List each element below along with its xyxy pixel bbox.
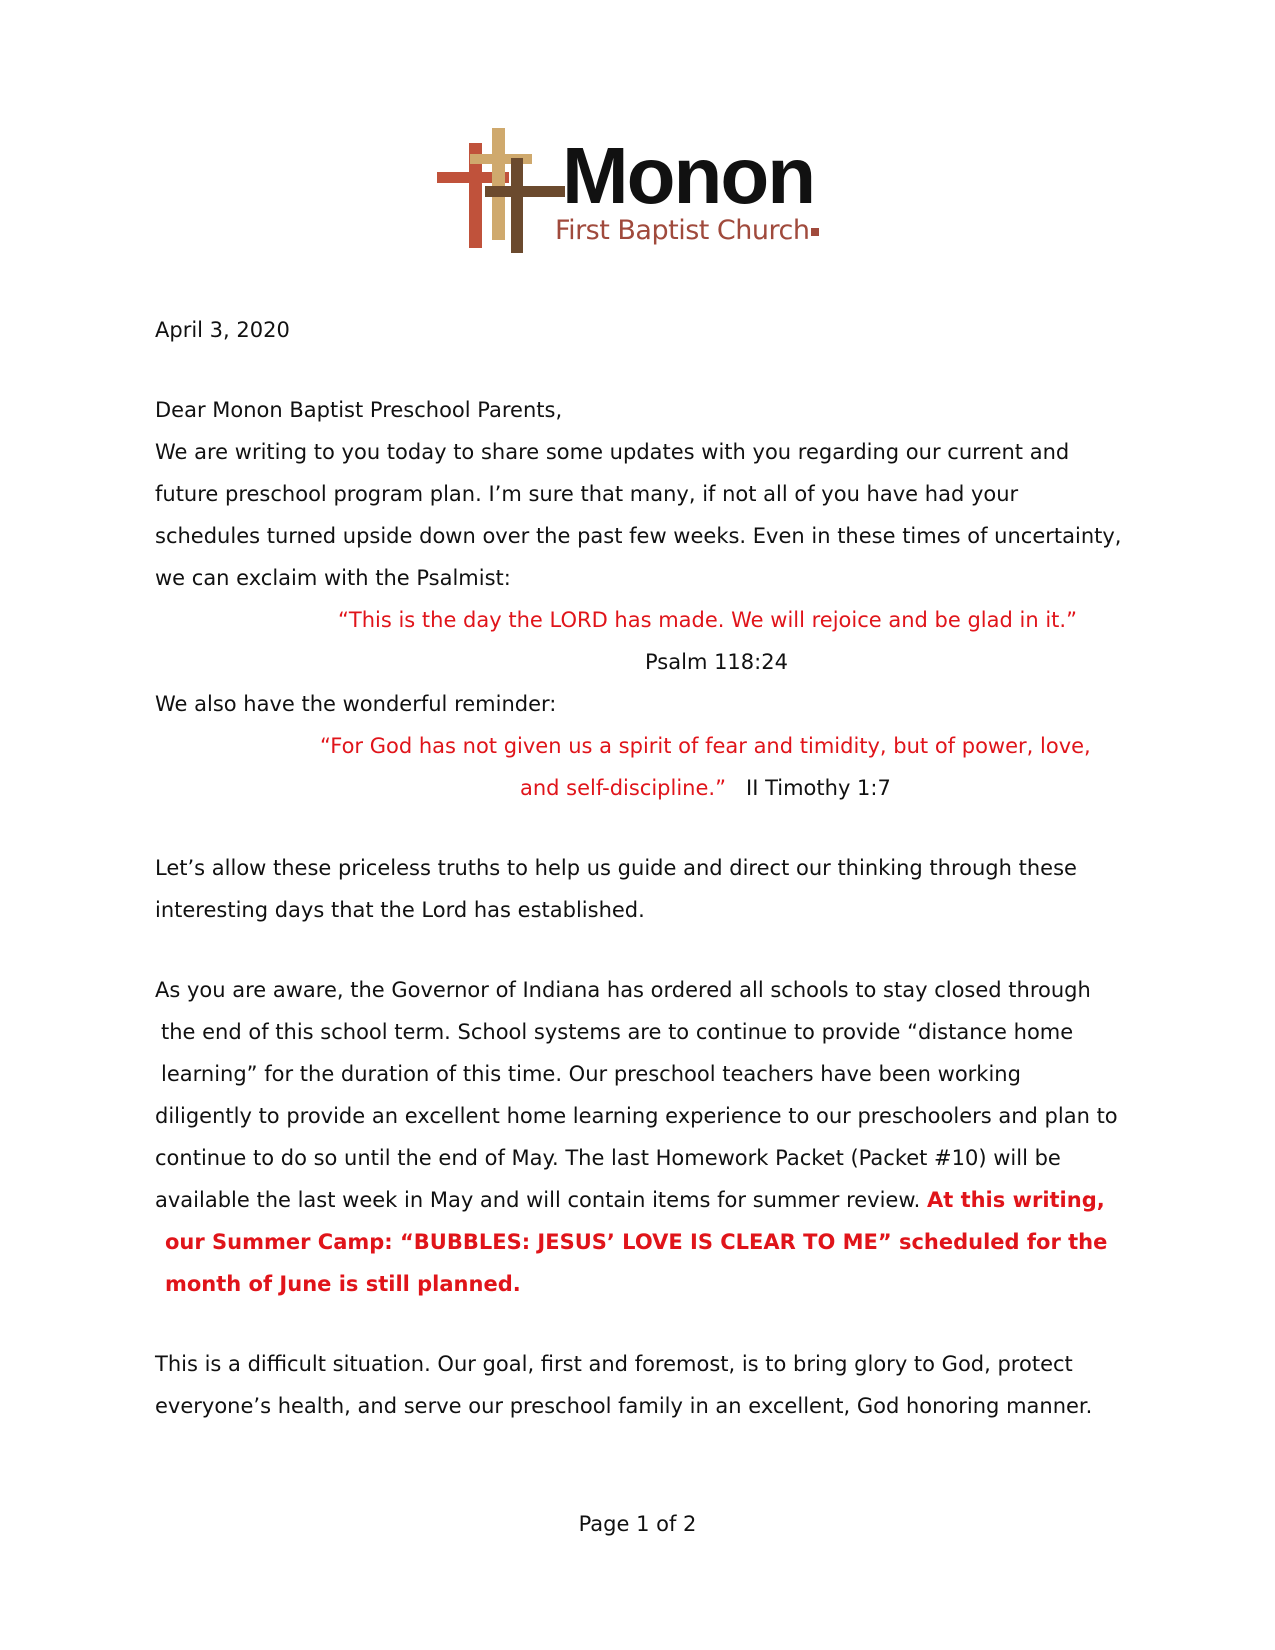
paragraph-line: Let’s allow these priceless truths to help us guide and direct our thinking through these [155, 856, 1077, 880]
paragraph-line: interesting days that the Lord has established. [155, 898, 645, 922]
verse-timothy-text: and self-discipline.” [520, 776, 726, 800]
camp-notice: At this writing, [926, 1188, 1105, 1212]
verse-psalm: “This is the day the LORD has made. We will rejoice and be glad in it.” [338, 608, 1077, 632]
paragraph-line [155, 1179, 1140, 1221]
paragraph-line: the end of this school term. School systems are to continue to provide “distance home [161, 1020, 1074, 1044]
intro-line: schedules turned upside down over the past few weeks. Even in these times of uncertainty, [155, 524, 1122, 548]
church-logo [437, 128, 877, 260]
reminder-intro: We also have the wonderful reminder: [155, 692, 557, 716]
paragraph-line: This is a difficult situation. Our goal, first and foremost, is to bring glory to God, protect [155, 1352, 1073, 1376]
paragraph-text: available the last week in May and will contain items for summer review. [155, 1188, 921, 1212]
paragraph-line: everyone’s health, and serve our preschool family in an excellent, God honoring manner. [155, 1394, 1093, 1418]
intro-line: We are writing to you today to share some updates with you regarding our current and [155, 440, 1070, 464]
logo-name: Monon [562, 131, 815, 220]
camp-notice: our Summer Camp: “BUBBLES: JESUS’ LOVE IS CLEAR TO ME” scheduled for the [165, 1230, 1108, 1254]
letter-date: April 3, 2020 [155, 318, 290, 342]
paragraph-line: diligently to provide an excellent home learning experience to our preschoolers and plan to [155, 1104, 1118, 1128]
verse-psalm-reference: Psalm 118:24 [645, 650, 788, 674]
intro-line: future preschool program plan. I’m sure that many, if not all of you have had your [155, 482, 1019, 506]
crosses-icon [437, 128, 567, 260]
page-number: Page 1 of 2 [578, 1512, 697, 1536]
camp-notice: month of June is still planned. [165, 1272, 521, 1296]
verse-timothy-reference: II Timothy 1:7 [746, 776, 891, 800]
letter-body [155, 309, 1140, 1427]
verse-timothy-line2 [155, 767, 1140, 809]
paragraph-line: learning” for the duration of this time. Our preschool teachers have been working [161, 1062, 1021, 1086]
intro-line: we can exclaim with the Psalmist: [155, 566, 511, 590]
salutation: Dear Monon Baptist Preschool Parents, [155, 398, 563, 422]
verse-timothy-line1: “For God has not given us a spirit of fear and timidity, but of power, love, [320, 734, 1091, 758]
paragraph-line: As you are aware, the Governor of Indiana has ordered all schools to stay closed through [155, 978, 1091, 1002]
paragraph-line: continue to do so until the end of May. The last Homework Packet (Packet #10) will be [155, 1146, 1061, 1170]
logo-subtitle: First Baptist Church [555, 216, 819, 246]
